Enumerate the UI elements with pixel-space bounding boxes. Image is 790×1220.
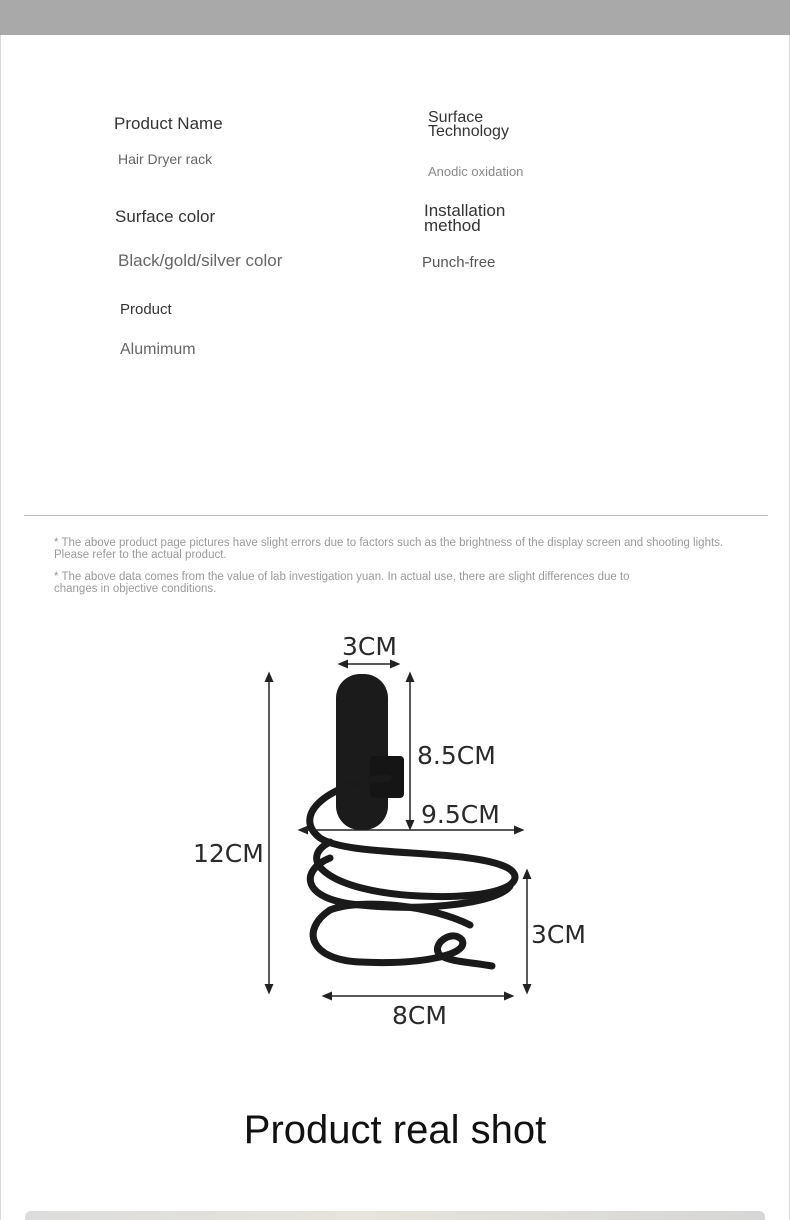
product-material-label: Product: [120, 301, 172, 318]
dimension-diagram: [0, 610, 790, 1040]
disclaimer-note-display: * The above product page pictures have slight errors due to factors such as the brightness of the display screen and shooting lights. Please refer to the actual product.: [54, 537, 724, 561]
installation-method-value: Punch-free: [422, 254, 496, 271]
product-photo-top-edge: [25, 1211, 765, 1220]
top-bar: [0, 0, 790, 35]
coil-width-label: 9.5CM: [421, 800, 500, 829]
surface-color-label: Surface color: [115, 207, 216, 226]
product-material-value: Alumimum: [120, 341, 196, 358]
base-width-label: 8CM: [392, 1001, 447, 1030]
section-divider: [24, 515, 768, 516]
total-height-label: 12CM: [193, 839, 264, 868]
product-name-label: Product Name: [114, 114, 223, 133]
mount-height-label: 8.5CM: [417, 741, 496, 770]
surface-technology-label-line1: Surface: [428, 109, 484, 126]
disclaimer-note-lab-data: * The above data comes from the value of lab investigation yuan. In actual use, there are slight differences due to changes in objective conditions.: [54, 571, 630, 595]
section-title: Product real shot: [243, 1108, 547, 1152]
mount-plate: [336, 674, 388, 830]
product-name-value: Hair Dryer rack: [118, 151, 213, 167]
surface-color-value: Black/gold/silver color: [118, 251, 283, 270]
surface-technology-value: Anodic oxidation: [428, 164, 524, 179]
installation-method-label-line1: Installation: [424, 201, 506, 220]
surface-technology-label-line2: Technology: [428, 123, 509, 140]
mount-width-label: 3CM: [342, 632, 397, 661]
coil-gap-label: 3CM: [531, 920, 586, 949]
installation-method-label-line2: method: [424, 216, 481, 235]
